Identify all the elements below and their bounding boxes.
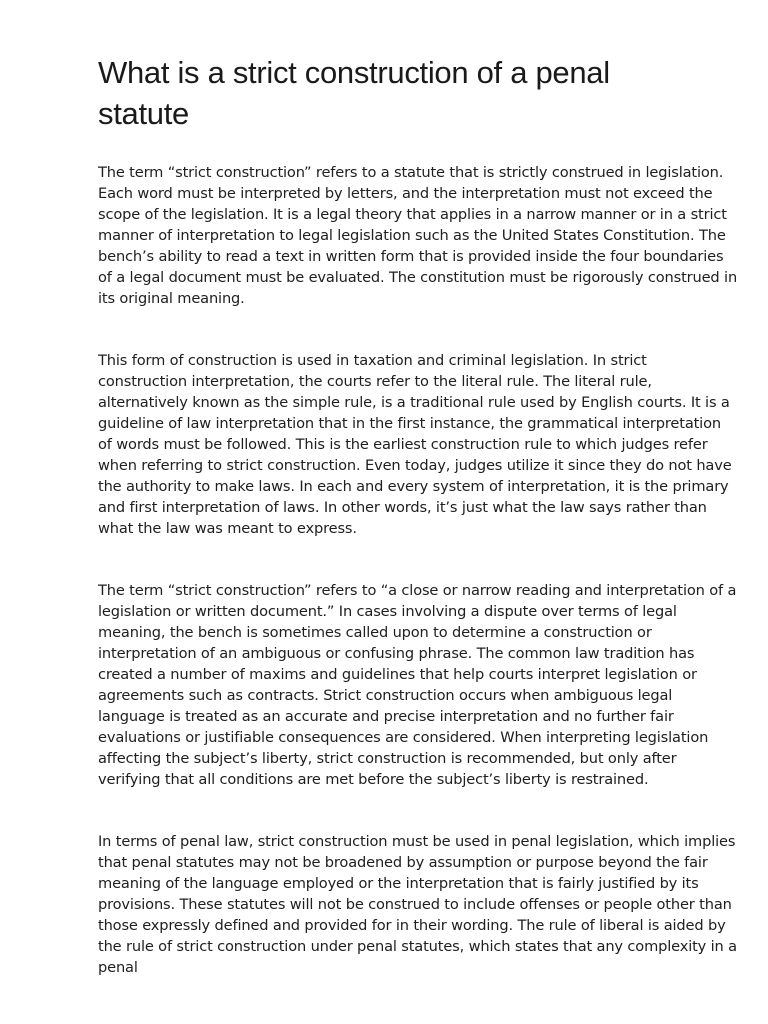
page-title: What is a strict construction of a penal statute — [98, 55, 610, 131]
paragraph-4: In terms of penal law, strict construction must be used in penal legislation, which implies that penal statutes may not be broadened by assumption or purpose beyond the fair meaning of the language employed or the interpretation that is fairly justified by its provisions. These statutes will not be construed to include offenses or people other than those expressly defined and provided for in their wording. The rule of liberal is aided by the rule of strict construction under penal statutes, which states that any complexity in a penal — [98, 833, 737, 976]
paragraph-1: The term “strict construction” refers to a statute that is strictly construed in legislation. Each word must be interpreted by letters, and the interpretation must not exceed the scope of the legislation. It is a legal theory that applies in a narrow manner or in a strict manner of interpretation to legal legislation such as the United States Constitution. The bench’s ability to read a text in written form that is provided inside the four boundaries of a legal document must be evaluated. The constitution must be rigorously construed in its original meaning. — [98, 164, 738, 307]
document-body — [98, 52, 738, 978]
paragraph-3: The term “strict construction” refers to “a close or narrow reading and interpretation of a legislation or written document.” In cases involving a dispute over terms of legal meaning, the bench is sometimes called upon to determine a construction or interpretation of an ambiguous or confusing phrase. The common law tradition has created a number of maxims and guidelines that help courts interpret legislation or agreements such as contracts. Strict construction occurs when ambiguous legal language is treated as an accurate and precise interpretation and no further fair evaluations or justifiable consequences are considered. When interpreting legislation affecting the subject’s liberty, strict construction is recommended, but only after verifying that all conditions are met before the subject’s liberty is restrained. — [98, 582, 737, 788]
paragraph-2: This form of construction is used in taxation and criminal legislation. In strict construction interpretation, the courts refer to the literal rule. The literal rule, alternatively known as the simple rule, is a traditional rule used by English courts. It is a guideline of law interpretation that in the first instance, the grammatical interpretation of words must be followed. This is the earliest construction rule to which judges refer when referring to strict construction. Even today, judges utilize it since they do not have the authority to make laws. In each and every system of interpretation, it is the primary and first interpretation of laws. In other words, it’s just what the law says rather than what the law was meant to express. — [98, 352, 732, 537]
